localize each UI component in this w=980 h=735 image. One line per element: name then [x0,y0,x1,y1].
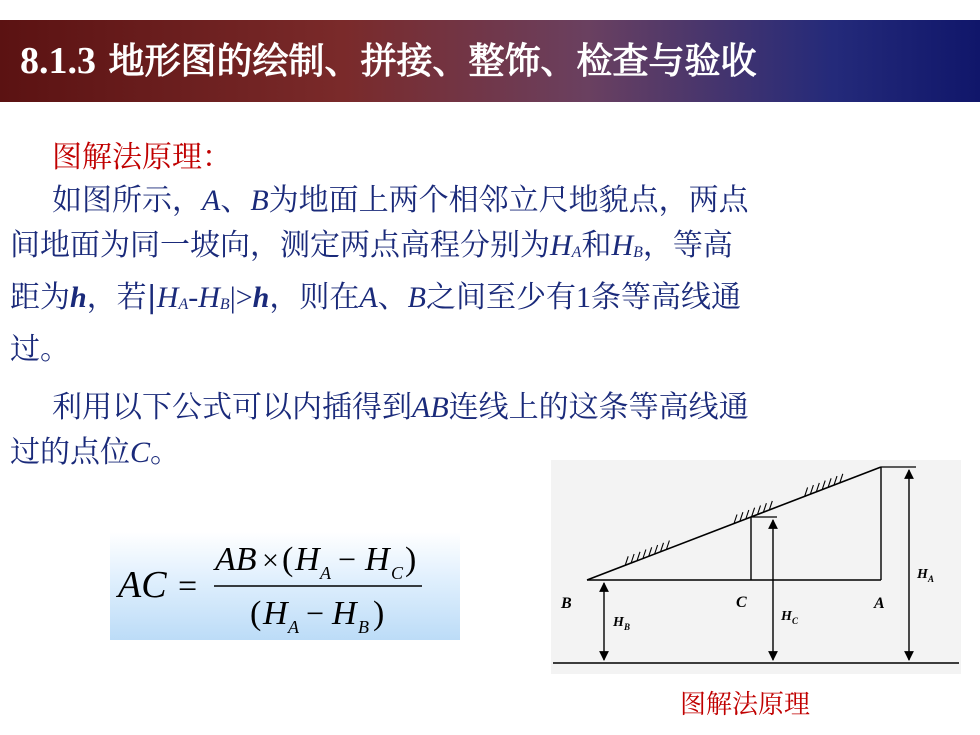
subscript-c: C [391,563,404,583]
section-number: 8.1.3 [20,40,96,82]
h-symbol: H [365,541,390,578]
subscript-a: A [320,563,331,583]
subscript-b: B [358,617,369,637]
subheading: 图解法原理： [52,140,232,175]
formula-box [110,532,460,640]
minus-sign: − [338,541,357,577]
text-run: 、 [377,280,408,315]
point-a: A [359,281,378,314]
h-symbol: H [332,595,357,632]
section-title: 地形图的绘制、拼接、整饰、检查与验收 [108,41,757,82]
interpolation-diagram [551,460,961,674]
text-run: 、 [220,183,251,218]
paren-left: ( [282,541,294,578]
point-a: A [202,184,221,217]
text-run: 过的点位 [10,435,130,470]
contour-interval-symbol: h [70,281,87,314]
text-run: 如图所示， [52,183,202,218]
label-hb: H [613,615,624,630]
numerator-ab: AB [215,541,257,578]
text-run: 过。 [10,332,70,367]
contour-interval-symbol: h [252,281,270,314]
text-run: ，则在 [269,280,360,315]
subscript: B [633,244,643,261]
label-ha-sub: A [928,574,935,584]
slide-title [20,20,757,103]
text-run: 间地面为同一坡向，测定两点高程分别为 [10,228,550,263]
h-symbol: H [295,541,320,578]
text-run: 1 [575,281,591,314]
text-run: |> [229,281,253,314]
figure-caption: 图解法原理 [680,690,811,720]
height-symbol: H [611,229,634,262]
text-run: 和 [581,228,612,263]
minus-sign: − [306,595,325,631]
text-run: ，等高 [642,228,733,263]
formula-equals: = [178,568,198,605]
diagram-figure [551,460,961,674]
label-c: C [736,594,747,611]
label-a: A [874,595,885,612]
point-b: B [250,184,269,217]
slope-hatching [625,474,843,566]
point-b: B [407,281,426,314]
height-symbol: H [550,229,572,262]
text-run: 距为 [10,280,70,315]
h-symbol: H [263,595,288,632]
subscript: A [178,296,189,313]
text-run: 利用以下公式可以内插得到 [52,390,412,425]
paren-left: ( [250,595,262,632]
text-run: ，若| [86,280,157,315]
text-run: - [188,281,199,314]
label-hc-sub: C [792,616,799,626]
paren-right: ) [405,541,417,578]
title-bar [0,20,980,102]
paragraph-principle [10,178,960,372]
times-sign: × [262,544,279,577]
height-symbol: H [156,281,179,314]
text-run: 连线上的这条等高线通 [448,390,749,425]
subscript: B [219,296,230,313]
text-run: 为地面上两个相邻立尺地貌点，两点 [268,183,749,218]
text-run: 。 [150,435,181,470]
subscript: A [571,244,582,261]
segment-ab: AB [412,391,449,424]
formula-lhs: AC [118,564,167,606]
text-run: 之间至少有 [425,280,576,315]
paren-right: ) [373,595,385,632]
interpolation-formula [110,532,460,640]
height-symbol: H [198,281,220,314]
point-c: C [130,436,151,469]
label-hb-sub: B [624,622,631,632]
subscript-a: A [288,617,299,637]
label-hc: H [781,609,792,624]
text-run: 条等高线通 [590,280,741,315]
label-ha: H [917,567,928,582]
label-b: B [561,595,572,612]
